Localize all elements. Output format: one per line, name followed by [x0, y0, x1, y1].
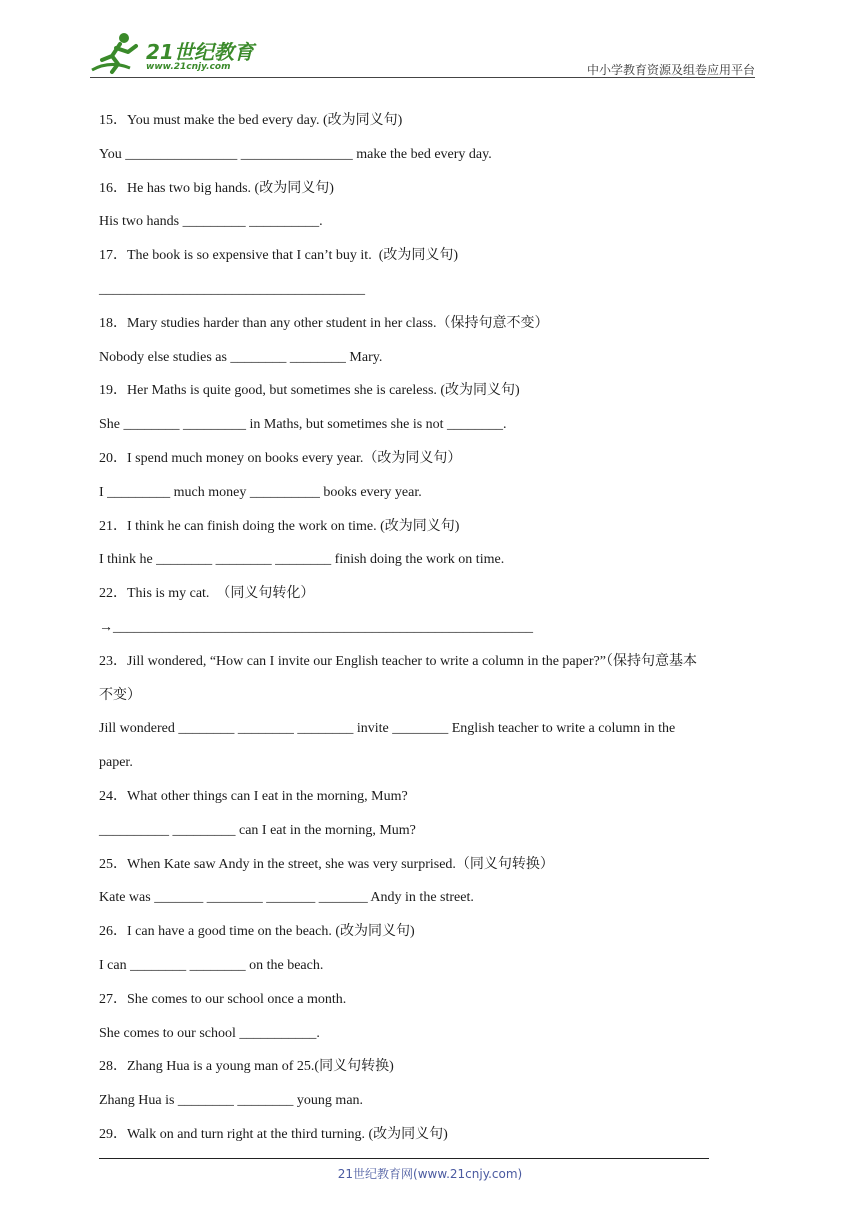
footer-divider [99, 1158, 709, 1159]
site-logo[interactable] [90, 28, 270, 78]
question-22: 22．This is my cat. （同义句转化） [99, 586, 315, 602]
answer-line-24: __________ _________ can I eat in the morning, Mum? [99, 822, 416, 838]
answer-line-25: Kate was _______ ________ _______ _______ Andy in the street. [99, 890, 474, 906]
answer-line-21: I think he ________ ________ ________ finish doing the work on time. [99, 552, 505, 568]
answer-line-20: I _________ much money __________ books every year. [99, 484, 422, 500]
answer-line-16: His two hands _________ __________. [99, 214, 323, 230]
answer-line-18: Nobody else studies as ________ ________ Mary. [99, 349, 383, 365]
answer-line-26: I can ________ ________ on the beach. [99, 957, 324, 973]
question-24: 24．What other things can I eat in the morning, Mum? [99, 788, 408, 804]
question-19: 19．Her Maths is quite good, but sometimes she is careless. (改为同义句) [99, 383, 520, 399]
question-17: 17．The book is so expensive that I can’t buy it. (改为同义句) [99, 248, 459, 264]
question-15: 15．You must make the bed every day. (改为同义句) [99, 113, 403, 128]
answer-line-15: You ________________ ________________ make the bed every day. [99, 146, 492, 162]
answer-line-28: Zhang Hua is ________ ________ young man. [99, 1093, 364, 1109]
answer-line-22: →____________________________________________________________ [99, 619, 533, 635]
question-28: 28．Zhang Hua is a young man of 25.(同义句转换) [99, 1059, 394, 1075]
answer-line-27: She comes to our school ___________. [99, 1025, 320, 1041]
question-21: 21．I think he can finish doing the work on time. (改为同义句) [99, 518, 460, 534]
answer-line-23: Jill wondered ________ ________ ________ invite ________ English teacher to write a column in the [99, 721, 676, 737]
question-20: 20．I spend much money on books every year.（改为同义句） [99, 450, 462, 466]
answer-line-23-cont: paper. [99, 755, 133, 771]
question-23-cont: 不变） [99, 687, 141, 703]
answer-line-19: She ________ _________ in Maths, but sometimes she is not ________. [99, 417, 507, 433]
logo-sub-text: www.21cnjy.com [146, 62, 231, 72]
question-26: 26．I can have a good time on the beach. (改为同义句) [99, 924, 415, 940]
runner-logo-icon [90, 30, 146, 76]
question-25: 25．When Kate saw Andy in the street, she was very surprised.（同义句转换） [99, 856, 554, 872]
question-29: 29．Walk on and turn right at the third turning. (改为同义句) [99, 1126, 448, 1142]
question-18: 18．Mary studies harder than any other student in her class.（保持句意不变） [99, 315, 549, 331]
exercise-list [99, 104, 759, 1152]
logo-main-text: 21世纪教育 [146, 40, 254, 64]
question-16: 16．He has two big hands. (改为同义句) [99, 180, 334, 196]
header-tagline: 中小学教育资源及组卷应用平台 [586, 63, 755, 77]
footer-link[interactable]: 21世纪教育网(www.21cnjy.com) [337, 1167, 523, 1181]
question-27: 27．She comes to our school once a month. [99, 991, 347, 1007]
page-header [90, 28, 755, 78]
answer-line-17: ______________________________________ [99, 281, 365, 297]
header-divider [90, 77, 755, 78]
question-23: 23．Jill wondered, “How can I invite our English teacher to write a column in the paper?”（保持句意基本 [99, 653, 697, 669]
